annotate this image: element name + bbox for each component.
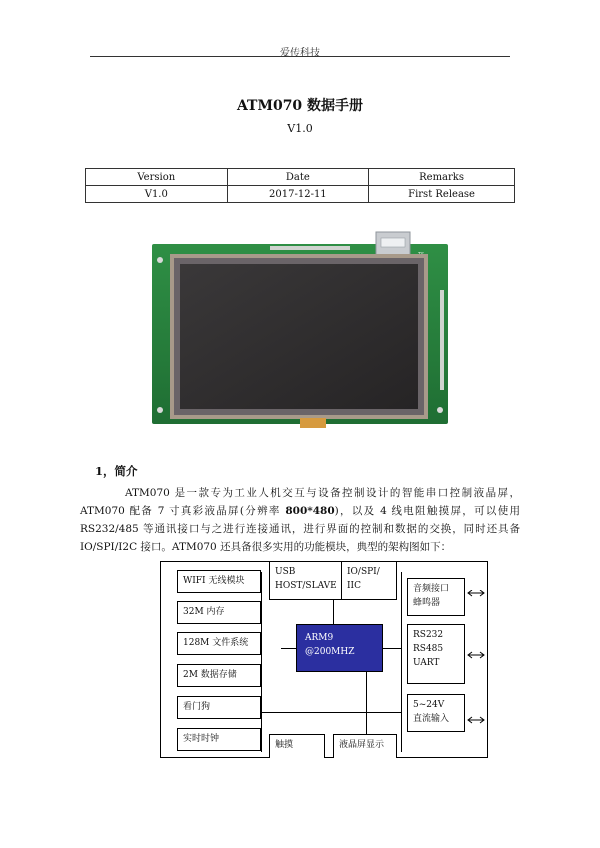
header-rule [90,56,510,57]
module-io [341,562,397,600]
module-usb [269,562,345,600]
module-filesystem: 128M 文件系统 [177,632,261,655]
module-lcd: 液晶屏显示 [333,734,397,758]
header-remarks: Remarks [369,169,515,186]
power-input-label: 直流输入 [413,714,450,724]
section-heading [95,463,138,479]
intro-resolution: 800*480 [285,505,335,517]
cpu-clock-label: @200MHZ [305,647,355,657]
page-header: 爱传科技 [280,48,320,59]
cell-date: 2017-12-11 [227,186,369,203]
module-memory: 32M 内存 [177,601,261,624]
architecture-diagram [160,561,488,758]
header-version: Version [86,169,228,186]
module-power [407,694,465,732]
intro-text-a: ATM070 是一款专为工业人机交互与设备控制设计的智能串口控制液晶屏，ATM070 配备 7 寸真彩液晶屏(分辨率 [80,487,520,517]
revision-header-row [86,169,515,186]
rs232-label: RS232 [413,630,444,640]
pin-header-top [270,246,350,250]
mount-hole [437,407,443,413]
audio-label: 音频接口 [413,584,450,594]
usb-label: USB [275,567,296,577]
pin-header-right [440,290,444,390]
mount-hole [157,407,163,413]
power-voltage-label: 5~24V [413,700,445,710]
cell-version: V1.0 [86,186,228,203]
buzzer-label: 蜂鸣器 [413,598,441,608]
iic-label: IIC [347,581,361,591]
revision-table [85,168,515,203]
module-audio [407,578,465,616]
header-date: Date [227,169,369,186]
section-title: 简介 [114,464,138,478]
cpu-label: ARM9 [305,633,334,643]
document-version: V1.0 [287,122,313,135]
document-title: ATM070 数据手册 [236,98,364,114]
table-row [86,186,515,203]
product-photo [150,230,450,435]
module-serial [407,624,465,684]
intro-text-b: )，以及 4 线电阻触摸屏，可以使用 RS232/485 等通讯接口与之进行连接通讯，进行界面的控制和数据的交换，同时还具备 IO/SPI/I2C 接口。ATM070 还具备很多实用的功能模块，典型的架构图如下： [80,505,520,553]
rs485-label: RS485 [413,644,444,654]
module-rtc: 实时时钟 [177,728,261,751]
cell-remarks: First Release [369,186,515,203]
flex-cable [300,418,326,428]
intro-paragraph [80,484,520,556]
usb-mode-label: HOST/SLAVE [275,581,337,591]
mount-hole [157,257,163,263]
module-wifi: WIFI 无线模块 [177,570,261,593]
lcd-screen [180,264,418,409]
module-touch: 触摸 [269,734,325,758]
uart-label: UART [413,658,440,668]
io-label: IO/SPI/ [347,567,380,577]
module-cpu [296,624,383,672]
module-watchdog: 看门狗 [177,696,261,719]
section-number: 1， [95,464,115,478]
module-storage: 2M 数据存储 [177,664,261,687]
